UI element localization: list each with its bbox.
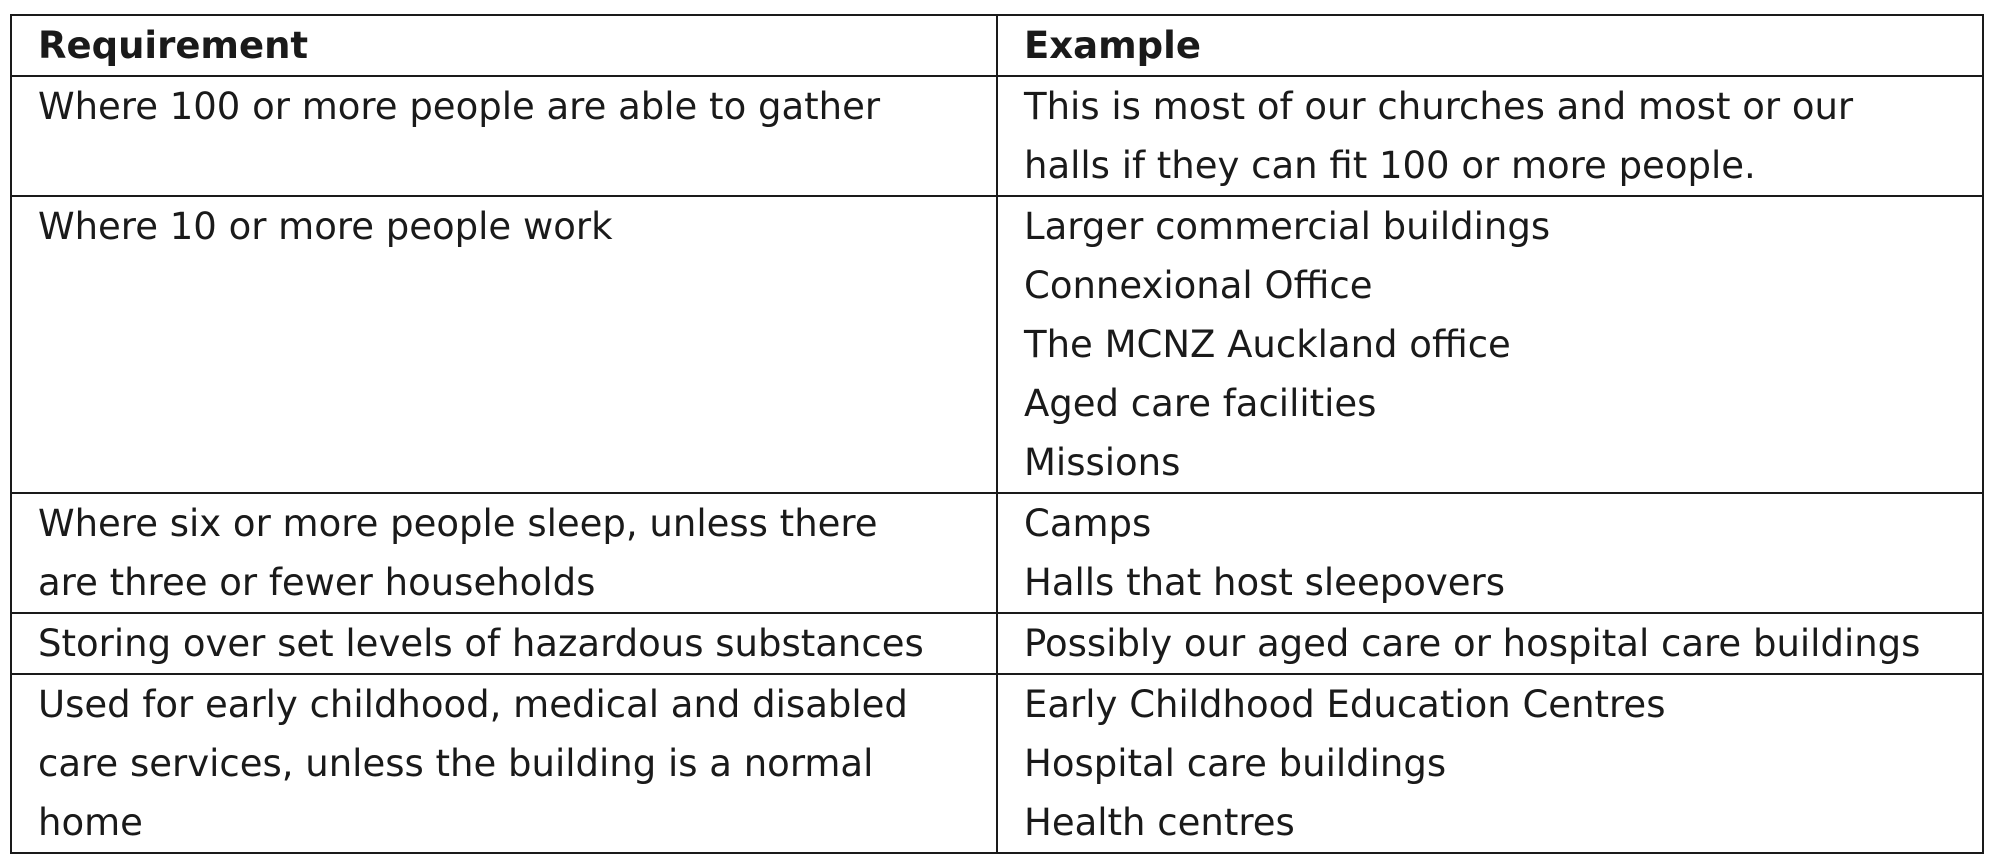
- cell-line: Camps: [1024, 502, 1152, 545]
- requirement-cell: [11, 674, 997, 853]
- requirement-cell: [11, 76, 997, 196]
- requirement-cell: [11, 493, 997, 613]
- requirement-column-header: Requirement: [11, 15, 997, 76]
- cell-line: Health centres: [1024, 801, 1295, 844]
- cell-line: Early Childhood Education Centres: [1024, 683, 1666, 726]
- table-row: [11, 493, 1983, 613]
- example-cell: [997, 196, 1983, 493]
- requirement-cell: [11, 613, 997, 674]
- cell-line: halls if they can fit 100 or more people.: [1024, 144, 1756, 187]
- cell-line: Halls that host sleepovers: [1024, 561, 1505, 604]
- cell-line: Where six or more people sleep, unless there: [38, 502, 878, 545]
- table-row: [11, 76, 1983, 196]
- table-row: [11, 196, 1983, 493]
- cell-line: are three or fewer households: [38, 561, 596, 604]
- cell-line: Hospital care buildings: [1024, 742, 1447, 785]
- cell-line: Storing over set levels of hazardous substances: [38, 622, 924, 665]
- example-cell: [997, 613, 1983, 674]
- example-cell: [997, 674, 1983, 853]
- cell-line: Larger commercial buildings: [1024, 205, 1551, 248]
- cell-line: Possibly our aged care or hospital care buildings: [1024, 622, 1921, 665]
- table-row: [11, 613, 1983, 674]
- cell-line: Connexional Office: [1024, 264, 1373, 307]
- cell-line: home: [38, 801, 143, 844]
- cell-line: Missions: [1024, 441, 1181, 484]
- example-column-header: Example: [997, 15, 1983, 76]
- table-header-row: [11, 15, 1983, 76]
- example-cell: [997, 493, 1983, 613]
- requirements-table: [10, 14, 1984, 854]
- cell-line: Where 100 or more people are able to gather: [38, 85, 881, 128]
- example-cell: [997, 76, 1983, 196]
- cell-line: This is most of our churches and most or our: [1024, 85, 1854, 128]
- cell-line: The MCNZ Auckland office: [1024, 323, 1511, 366]
- cell-line: care services, unless the building is a normal: [38, 742, 874, 785]
- cell-line: Where 10 or more people work: [38, 205, 613, 248]
- cell-line: Used for early childhood, medical and disabled: [38, 683, 908, 726]
- requirement-cell: [11, 196, 997, 493]
- table-row: [11, 674, 1983, 853]
- cell-line: Aged care facilities: [1024, 382, 1377, 425]
